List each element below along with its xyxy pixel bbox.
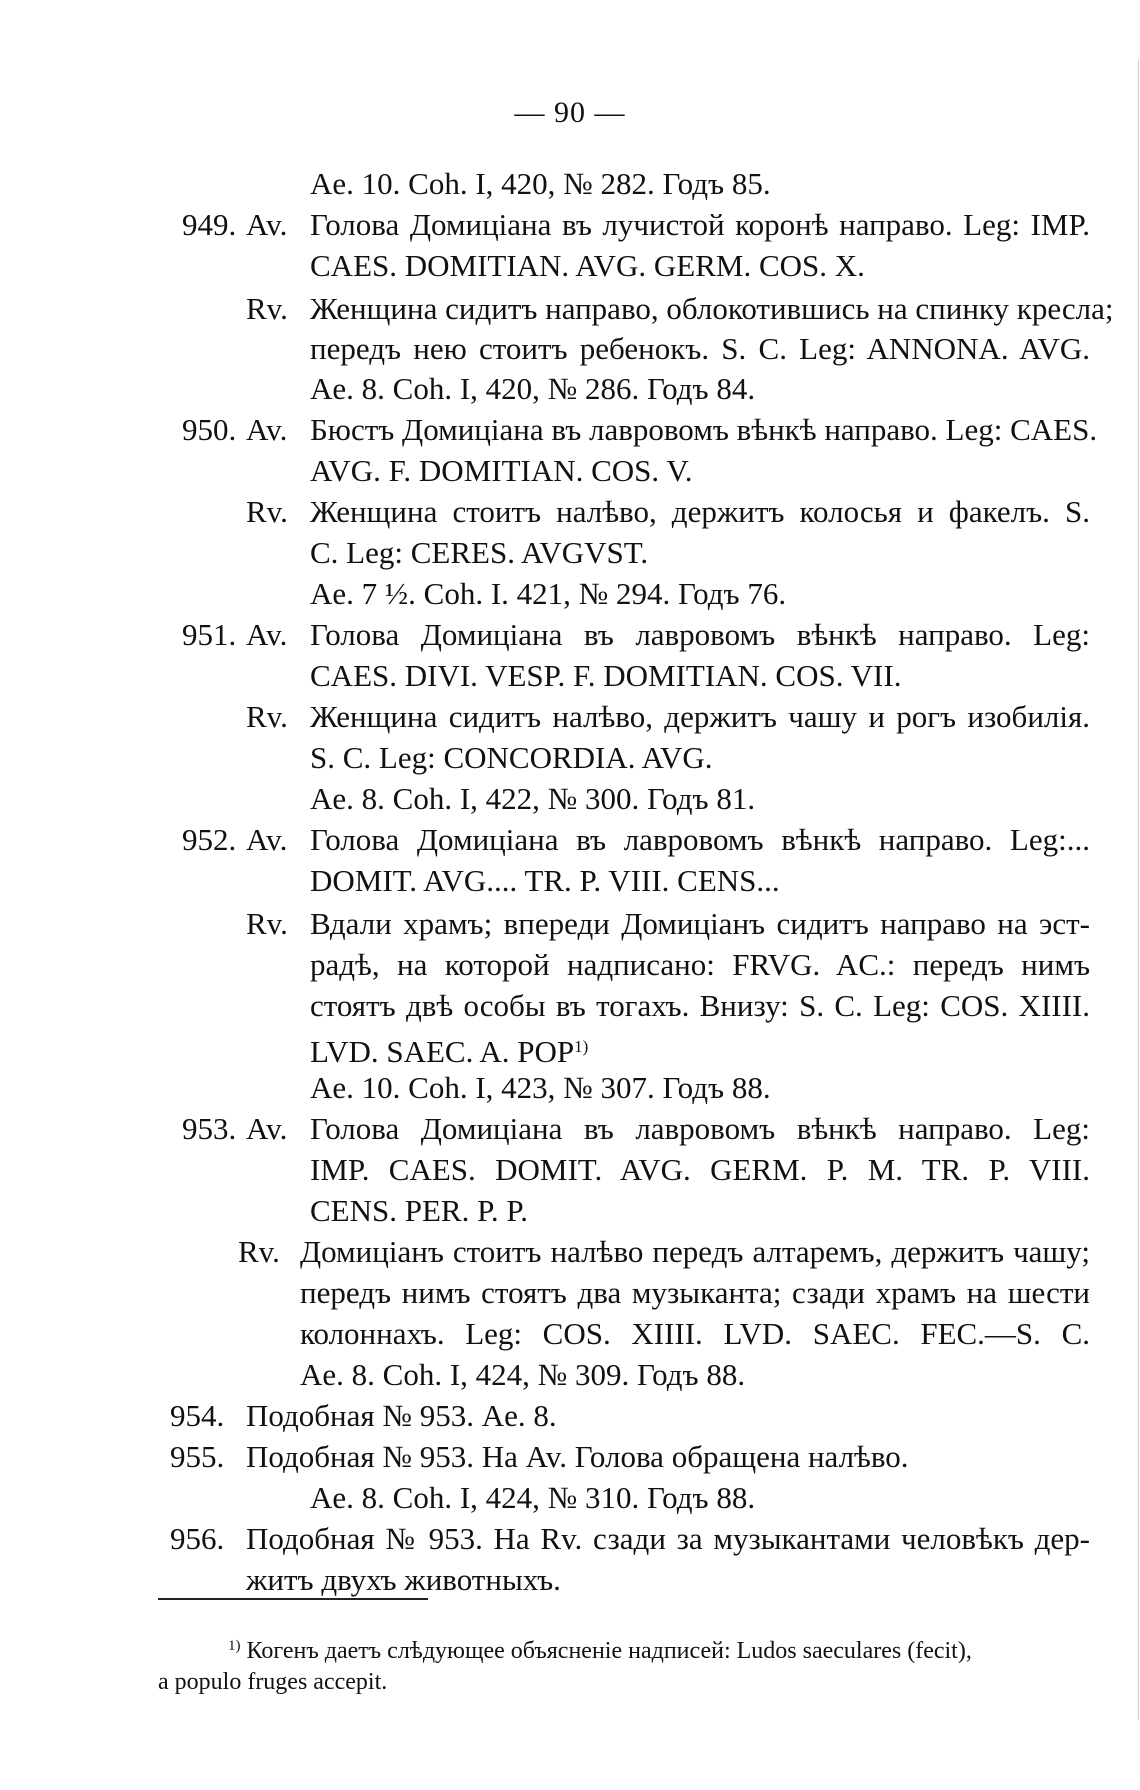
entry-951-rv-line-1: Женщина сидитъ налѣво, держитъ чашу и рогъ изобилія. [310,699,1090,734]
entry-952-av-line-2: DOMIT. AVG.... TR. P. VIII. CENS... [310,863,780,898]
entry-952-av-label: Av. [246,822,288,857]
footnote-text-1: Когенъ даетъ слѣдующее объясненіе надписей: Ludos saeculares (fecit), [246,1638,972,1664]
entry-950-av-line-2: AVG. F. DOMITIAN. COS. V. [310,453,693,488]
entry-954-number: 954. [170,1398,225,1433]
entry-952-rv-line-1: Вдали храмъ; впереди Домиціанъ сидитъ направо на эст- [310,906,1090,941]
entry-948-ae-line: Ae. 10. Coh. I, 420, № 282. Годъ 85. [310,166,771,201]
entry-953-av-line-3: CENS. PER. P. P. [310,1193,528,1228]
entry-949-av-line-1: Голова Домиціана въ лучистой коронѣ направо. Leg: IMP. [310,207,1090,242]
footnote-line-1 [228,1628,972,1669]
page-number: — 90 — [514,96,626,129]
entry-952-rv-line-4-text: LVD. SAEC. A. POP [310,1034,575,1069]
entry-952-rv-line-3: стоятъ двѣ особы въ тогахъ. Внизу: S. C. Leg: COS. XIIII. [310,988,1090,1023]
entry-950-number: 950. [182,412,237,447]
entry-949-number: 949. [182,207,237,242]
entry-953-rv-line-3: колоннахъ. Leg: COS. XIIII. LVD. SAEC. FEC.—S. C. [300,1316,1090,1351]
footnote-reference: 1) [574,1037,589,1056]
entry-952-rv-line-2: радѣ, на которой надписано: FRVG. AC.: передъ нимъ [310,947,1090,982]
entry-955-line-1: Подобная № 953. На Av. Голова обращена налѣво. [246,1439,909,1474]
entry-952-number: 952. [182,822,237,857]
entry-949-av-line-2: CAES. DOMITIAN. AVG. GERM. COS. X. [310,248,865,283]
entry-951-av-label: Av. [246,617,288,652]
entry-950-rv-line-2: C. Leg: CERES. AVGVST. [310,535,649,570]
entry-952-av-line-1: Голова Домиціана въ лавровомъ вѣнкѣ направо. Leg:... [310,822,1090,857]
entry-950-av-label: Av. [246,412,288,447]
entry-951-av-line-1: Голова Домиціана въ лавровомъ вѣнкѣ направо. Leg: [310,617,1090,652]
entry-951-rv-line-2: S. C. Leg: CONCORDIA. AVG. [310,740,713,775]
entry-950-av-line-1: Бюстъ Домиціана въ лавровомъ вѣнкѣ направо. Leg: CAES. [310,412,1098,447]
entry-952-rv-line-4 [310,1025,588,1069]
entry-950-ae-line: Ae. 7 ½. Coh. I. 421, № 294. Годъ 76. [310,576,787,611]
entry-953-av-label: Av. [246,1111,288,1146]
entry-951-av-line-2: CAES. DIVI. VESP. F. DOMITIAN. COS. VII. [310,658,902,693]
entry-950-rv-line-1: Женщина стоитъ налѣво, держитъ колосья и факелъ. S. [310,494,1090,529]
entry-953-av-line-1: Голова Домиціана въ лавровомъ вѣнкѣ направо. Leg: [310,1111,1090,1146]
entry-949-ae-line: Ae. 8. Coh. I, 420, № 286. Годъ 84. [310,371,756,406]
entry-955-number: 955. [170,1439,225,1474]
entry-956-number: 956. [170,1521,225,1556]
entry-953-rv-line-1: Домиціанъ стоитъ налѣво передъ алтаремъ, держитъ чашу; [300,1234,1090,1269]
footnote-marker: 1) [228,1638,241,1654]
entry-949-rv-label: Rv. [246,291,288,326]
entry-952-ae-line: Ae. 10. Coh. I, 423, № 307. Годъ 88. [310,1070,771,1105]
entry-953-ae-line: Ae. 8. Coh. I, 424, № 309. Годъ 88. [300,1357,746,1392]
entry-956-line-1: Подобная № 953. На Rv. сзади за музыкантами человѣкъ дер- [246,1521,1090,1556]
entry-950-rv-label: Rv. [246,494,288,529]
entry-953-av-line-2: IMP. CAES. DOMIT. AVG. GERM. P. M. TR. P. VIII. [310,1152,1090,1187]
entry-951-number: 951. [182,617,237,652]
entry-952-rv-label: Rv. [246,906,288,941]
footnote-rule [158,1598,428,1600]
entry-949-rv-line-2: передъ нею стоитъ ребенокъ. S. C. Leg: ANNONA. AVG. [310,331,1090,366]
entry-953-rv-label: Rv. [238,1234,280,1269]
entry-949-av-label: Av. [246,207,288,242]
footnote-line-2: a populo fruges accepit. [158,1669,388,1695]
entry-951-rv-label: Rv. [246,699,288,734]
entry-954-line: Подобная № 953. Ae. 8. [246,1398,557,1433]
entry-953-rv-line-2: передъ нимъ стоятъ два музыканта; сзади храмъ на шести [300,1275,1090,1310]
entry-955-line-2: Ae. 8. Coh. I, 424, № 310. Годъ 88. [310,1480,756,1515]
entry-953-number: 953. [182,1111,237,1146]
page-edge-line [1138,60,1139,1720]
entry-951-ae-line: Ae. 8. Coh. I, 422, № 300. Годъ 81. [310,781,756,816]
entry-949-rv-line-1: Женщина сидитъ направо, облокотившись на спинку кресла; [310,291,1114,326]
entry-956-line-2: житъ двухъ животныхъ. [246,1562,561,1597]
